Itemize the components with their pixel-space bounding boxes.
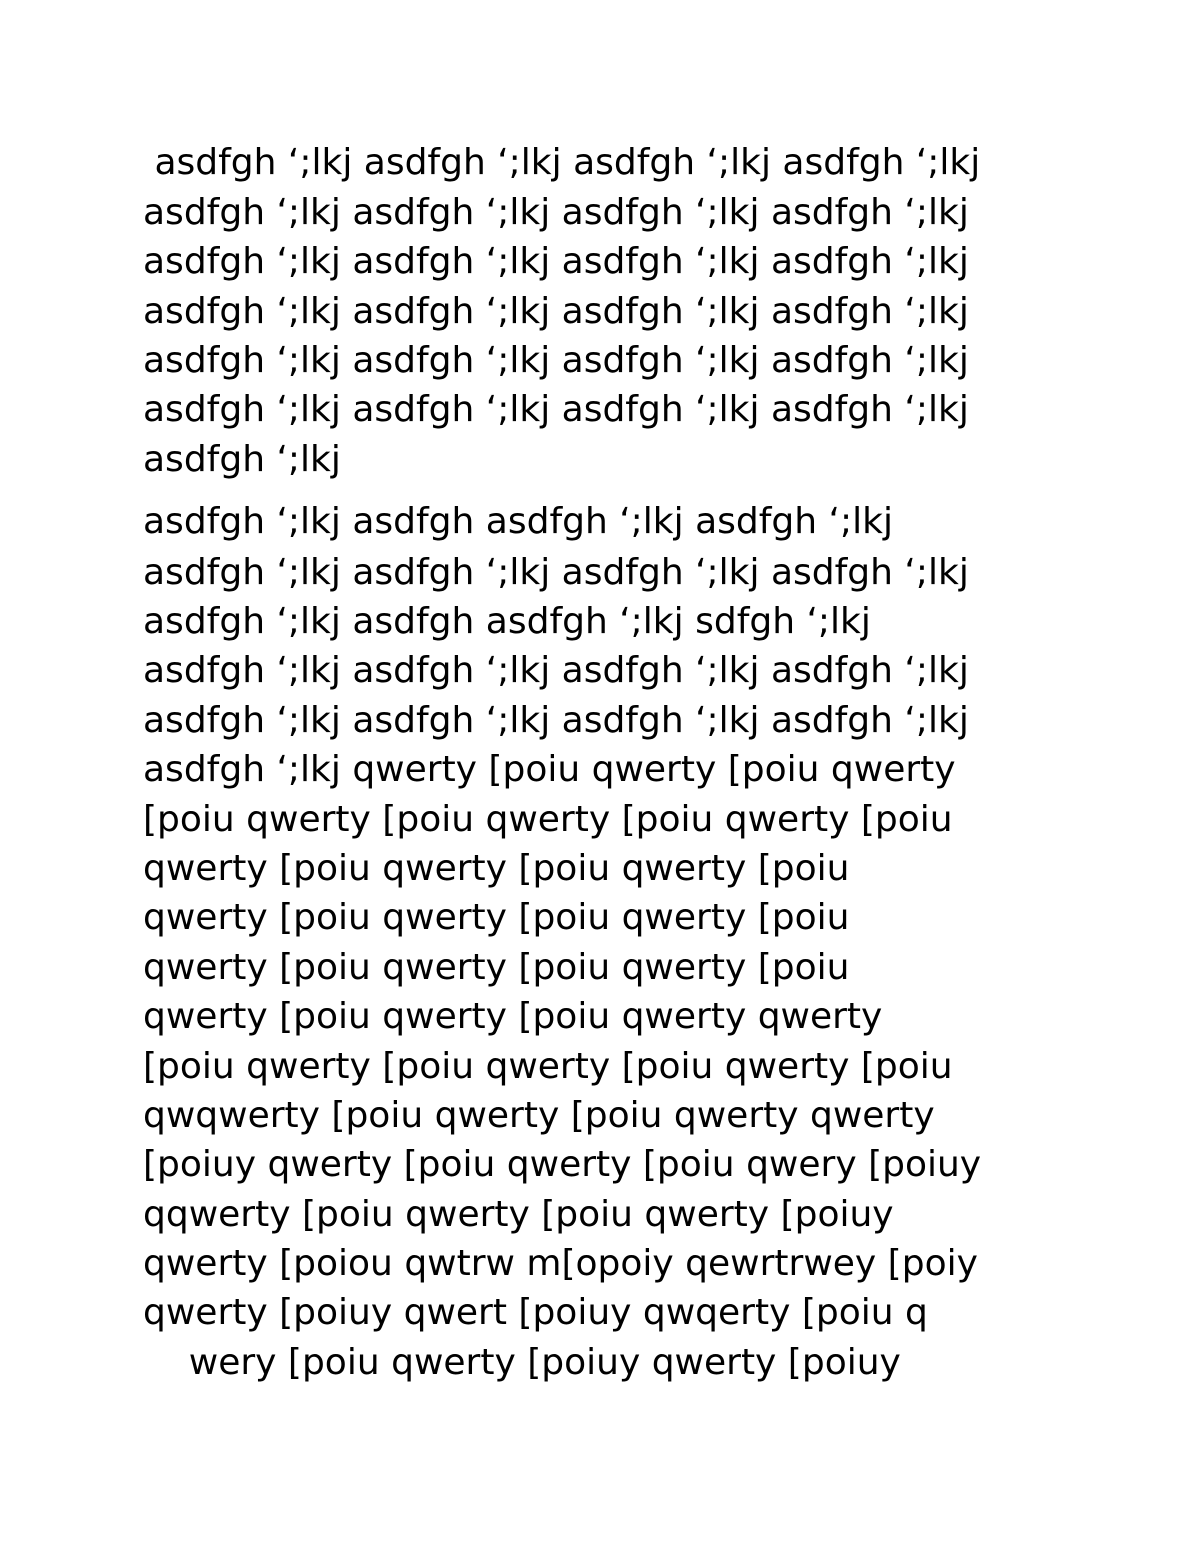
text-line: qwerty [poiu qwerty [poiu qwerty qwerty [143,996,883,1037]
text-line: [poiu qwerty [poiu qwerty [poiu qwerty [poiu [143,1046,953,1087]
text-line: qwerty [poiuy qwert [poiuy qwqerty [poiu q [143,1292,928,1333]
text-line: qwerty [poiou qwtrw m[opoiy qewrtrwey [poiy [143,1243,978,1284]
text-line: asdfgh ‘;lkj asdfgh ‘;lkj asdfgh ‘;lkj asdfgh ‘;lkj [143,650,969,691]
text-line: asdfgh ‘;lkj asdfgh ‘;lkj asdfgh ‘;lkj asdfgh ‘;lkj [143,389,969,430]
text-line: asdfgh ‘;lkj asdfgh ‘;lkj asdfgh ‘;lkj asdfgh ‘;lkj [143,142,981,183]
text-line: qqwerty [poiu qwerty [poiu qwerty [poiuy [143,1194,894,1235]
text-line: asdfgh ‘;lkj asdfgh ‘;lkj asdfgh ‘;lkj asdfgh ‘;lkj [143,552,969,593]
text-line: qwerty [poiu qwerty [poiu qwerty [poiu [143,848,850,889]
text-line: asdfgh ‘;lkj asdfgh asdfgh ‘;lkj asdfgh ‘;lkj [143,501,893,542]
text-line: wery [poiu qwerty [poiuy qwerty [poiuy [143,1342,901,1383]
text-line: qwerty [poiu qwerty [poiu qwerty [poiu [143,947,850,988]
text-line: asdfgh ‘;lkj qwerty [poiu qwerty [poiu qwerty [143,749,956,790]
text-line: asdfgh ‘;lkj asdfgh ‘;lkj asdfgh ‘;lkj asdfgh ‘;lkj [143,700,969,741]
text-line: asdfgh ‘;lkj asdfgh asdfgh ‘;lkj sdfgh ‘;lkj [143,601,871,642]
text-line: qwqwerty [poiu qwerty [poiu qwerty qwerty [143,1095,935,1136]
text-line: qwerty [poiu qwerty [poiu qwerty [poiu [143,897,850,938]
text-line: asdfgh ‘;lkj [143,439,341,480]
text-line: asdfgh ‘;lkj asdfgh ‘;lkj asdfgh ‘;lkj asdfgh ‘;lkj [143,340,969,381]
text-line: asdfgh ‘;lkj asdfgh ‘;lkj asdfgh ‘;lkj asdfgh ‘;lkj [143,241,969,282]
text-line: asdfgh ‘;lkj asdfgh ‘;lkj asdfgh ‘;lkj asdfgh ‘;lkj [143,291,969,332]
text-line: [poiu qwerty [poiu qwerty [poiu qwerty [poiu [143,799,953,840]
text-line: asdfgh ‘;lkj asdfgh ‘;lkj asdfgh ‘;lkj asdfgh ‘;lkj [143,192,969,233]
text-line: [poiuy qwerty [poiu qwerty [poiu qwery [poiuy [143,1144,982,1185]
